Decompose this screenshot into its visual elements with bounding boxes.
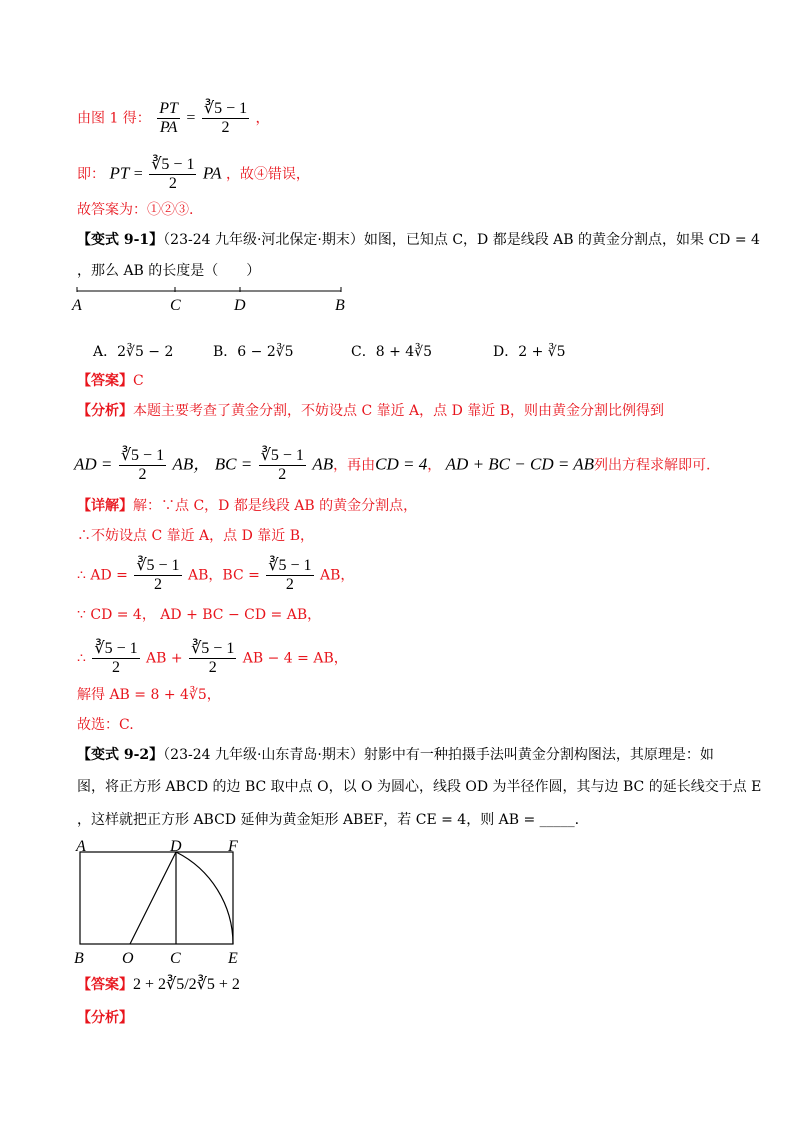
answer-value: 2 + 2∛5/2∛5 + 2 [133,976,240,993]
detail-5-pre: ∴ [77,650,86,667]
line2-suffix: ，故④错误， [225,166,310,183]
label-b: B [335,297,345,314]
derivation-line-1 [77,100,270,137]
fraction-golden [92,640,139,677]
detail-5-mid: AB + [146,650,183,667]
analysis-line-b [74,447,711,484]
fraction-numerator: ∛5 − 1 [191,640,235,657]
line1-prefix: 由图 1 得： [77,110,151,127]
label-a: A [76,838,86,855]
equals-sign: = [186,109,196,127]
detail-3-mid: AB，BC = [188,567,260,584]
fraction-denominator: 2 [138,466,147,483]
fraction-numerator: ∛5 − 1 [120,447,165,464]
fraction-denominator: PA [159,119,178,136]
label-d: D [170,838,182,855]
label-f: F [228,838,238,855]
fraction-denominator: 2 [221,119,230,136]
fraction-numerator: ∛5 − 1 [203,100,248,117]
question-text: （23-24 九年级·河北保定·期末）如图，已知点 C，D 都是线段 AB 的黄金分割点，如果 CD = 4 [163,232,760,248]
fraction-golden-2 [189,640,236,677]
fraction-pt-pa [157,100,180,137]
detail-line-7: 故选：C. [77,717,134,733]
detail-line-1 [77,496,417,516]
label-c: C [170,950,181,967]
option-b[interactable]: B．6 − 2∛5 [213,344,294,360]
fraction-golden-2 [266,557,313,594]
fraction-denominator: 2 [208,659,217,676]
variant-tag: 【变式 9-1】 [77,232,164,248]
fraction-numerator: ∛5 − 1 [260,447,304,464]
expr-ab-2: AB [312,454,334,474]
label-b: B [74,950,84,967]
detail-tag: 【详解】 [77,498,133,514]
detail-line-2: ∴不妨设点 C 靠近 A，点 D 靠近 B， [77,528,315,544]
option-c[interactable]: C．8 + 4∛5 [351,344,432,360]
fraction-denominator: 2 [153,576,162,593]
analysis-tag-9-2: 【分析】 [77,1010,133,1026]
expr-ad: AD = [74,454,113,474]
variant-9-2-question-line-a [77,745,714,765]
segment-od [130,852,176,944]
detail-line-5 [77,640,348,677]
line2-tail: PA [202,163,222,183]
analysis-tag: 【分析】 [77,403,133,419]
fraction-numerator: ∛5 − 1 [151,156,195,173]
fraction-golden [202,100,249,137]
detail-text: 解：∵点 C，D 都是线段 AB 的黄金分割点， [133,498,418,514]
fraction-golden [134,557,181,594]
answer-value: C [133,373,144,389]
analysis-line-a [77,401,664,421]
equals-sign: = [133,165,143,183]
detail-line-6: 解得 AB = 8 + 4∛5， [77,687,221,703]
analysis-end: 列出方程求解即可. [594,457,711,474]
fraction-denominator: 2 [285,576,294,593]
answer-tag: 【答案】 [77,373,133,389]
segment-figure [70,282,360,318]
fraction-golden [149,156,196,193]
arc-de [176,852,233,944]
variant-tag: 【变式 9-2】 [77,747,164,763]
line2-prefix: 即： [77,166,105,183]
label-a: A [72,297,82,314]
fraction-golden [119,447,166,484]
detail-3-tail: AB， [319,567,355,584]
fraction-denominator: 2 [168,175,177,192]
derivation-line-2 [77,156,310,193]
golden-rectangle-figure [70,835,250,970]
option-d[interactable]: D．2 + ∛5 [493,344,566,360]
answer-line: 故答案为：①②③. [77,202,194,218]
label-c: C [170,297,181,314]
fraction-golden-2 [259,447,306,484]
rectangle-abef [80,852,233,944]
answer-line-9-1 [77,371,144,391]
fraction-denominator: 2 [278,466,287,483]
fraction-numerator: PT [159,100,178,117]
label-e: E [228,950,238,967]
expr-equation: AD + BC − CD = AB [445,454,595,474]
fraction-numerator: ∛5 − 1 [94,640,138,657]
variant-9-1-question-line-b: ，那么 AB 的长度是（ ） [77,263,261,279]
variant-9-1-question-line-a [77,230,760,250]
expr-cd: CD = 4 [375,454,428,474]
detail-line-3 [77,557,354,594]
analysis-sep: ， [427,457,442,474]
detail-3-pre: ∴ AD = [77,567,128,584]
fraction-denominator: 2 [111,659,120,676]
analysis-mid: ，再由 [333,457,376,474]
variant-9-2-question-line-b: 图，将正方形 ABCD 的边 BC 取中点 O，以 O 为圆心，线段 OD 为半径作圆，其与边 BC 的延长线交于点 E [77,779,762,795]
fraction-numerator: ∛5 − 1 [136,557,180,574]
expr-bc: BC = [214,454,253,474]
analysis-text: 本题主要考查了黄金分割，不妨设点 C 靠近 A，点 D 靠近 B，则由黄金分割比例得到 [133,403,665,419]
answer-tag: 【答案】 [77,977,133,993]
answer-line-9-2 [77,975,240,995]
line1-suffix: ， [255,110,270,127]
question-text: （23-24 九年级·山东青岛·期末）射影中有一种拍摄手法叫黄金分割构图法，其原理是：如 [163,747,714,763]
variant-9-2-question-line-c: ，这样就把正方形 ABCD 延伸为黄金矩形 ABEF，若 CE = 4，则 AB = _____. [77,812,580,828]
line2-lhs: PT [109,163,130,183]
detail-5-tail: AB − 4 = AB， [242,650,348,667]
detail-line-4: ∵ CD = 4， AD + BC − CD = AB， [77,607,322,623]
label-o: O [122,950,134,967]
label-d: D [234,297,246,314]
fraction-numerator: ∛5 − 1 [268,557,312,574]
option-a[interactable]: A．2∛5 − 2 [93,344,174,360]
expr-ab: AB， [172,454,211,474]
